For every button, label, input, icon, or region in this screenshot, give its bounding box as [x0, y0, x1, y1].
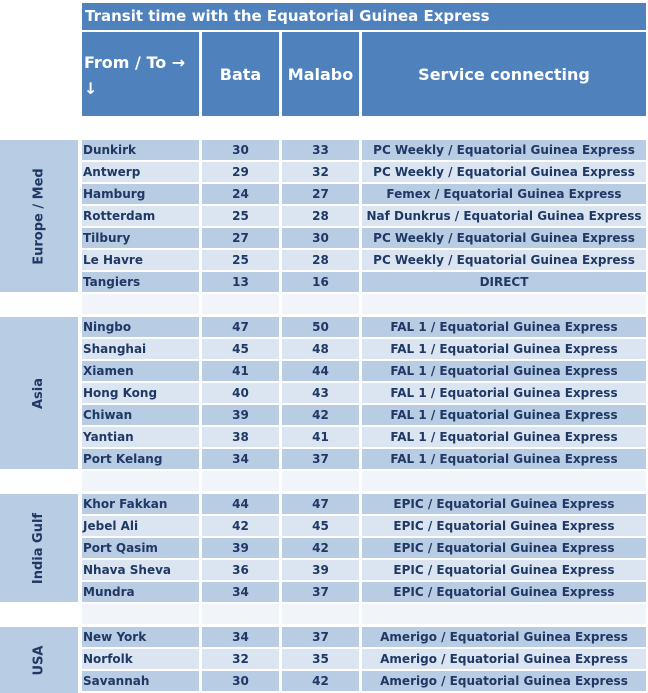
port-name: Hong Kong	[82, 383, 199, 403]
region-label	[0, 140, 78, 292]
port-name: Port Kelang	[82, 449, 199, 469]
bata-days: 41	[202, 361, 279, 381]
spacer-cell	[362, 294, 646, 314]
port-name: Tilbury	[82, 228, 199, 248]
port-name: Jebel Ali	[82, 516, 199, 536]
port-name: Xiamen	[82, 361, 199, 381]
table-row	[82, 162, 646, 182]
malabo-days: 35	[282, 649, 359, 669]
header-malabo: Malabo	[282, 32, 359, 116]
bata-days: 30	[202, 140, 279, 160]
service-name: Amerigo / Equatorial Guinea Express	[362, 627, 646, 647]
port-name: Yantian	[82, 427, 199, 447]
service-name: PC Weekly / Equatorial Guinea Express	[362, 250, 646, 270]
service-name: FAL 1 / Equatorial Guinea Express	[362, 427, 646, 447]
bata-days: 29	[202, 162, 279, 182]
malabo-days: 28	[282, 250, 359, 270]
region-label	[0, 627, 78, 693]
spacer-cell	[362, 471, 646, 491]
table-row	[82, 184, 646, 204]
service-name: EPIC / Equatorial Guinea Express	[362, 538, 646, 558]
malabo-days: 33	[282, 140, 359, 160]
spacer-row	[82, 471, 646, 491]
spacer-cell	[82, 604, 199, 624]
table-row	[82, 272, 646, 292]
bata-days: 44	[202, 494, 279, 514]
service-name: EPIC / Equatorial Guinea Express	[362, 560, 646, 580]
service-name: PC Weekly / Equatorial Guinea Express	[362, 228, 646, 248]
table-row	[82, 339, 646, 359]
table-row	[82, 649, 646, 669]
header-from-to: From / To → ↓	[82, 32, 199, 116]
port-name: Norfolk	[82, 649, 199, 669]
table-row	[82, 317, 646, 337]
malabo-days: 30	[282, 228, 359, 248]
port-name: Port Qasim	[82, 538, 199, 558]
malabo-days: 42	[282, 671, 359, 691]
table-row	[82, 627, 646, 647]
service-name: DIRECT	[362, 272, 646, 292]
bata-days: 47	[202, 317, 279, 337]
service-name: Naf Dunkrus / Equatorial Guinea Express	[362, 206, 646, 226]
bata-days: 24	[202, 184, 279, 204]
service-name: Amerigo / Equatorial Guinea Express	[362, 649, 646, 669]
table-row	[82, 538, 646, 558]
bata-days: 39	[202, 405, 279, 425]
table-row	[82, 140, 646, 160]
spacer-cell	[202, 604, 279, 624]
bata-days: 36	[202, 560, 279, 580]
table-row	[82, 361, 646, 381]
bata-days: 25	[202, 250, 279, 270]
spacer-row	[82, 294, 646, 314]
malabo-days: 32	[282, 162, 359, 182]
region-label	[0, 317, 78, 469]
service-name: PC Weekly / Equatorial Guinea Express	[362, 162, 646, 182]
port-name: Dunkirk	[82, 140, 199, 160]
port-name: Nhava Sheva	[82, 560, 199, 580]
service-name: FAL 1 / Equatorial Guinea Express	[362, 383, 646, 403]
port-name: Mundra	[82, 582, 199, 602]
malabo-days: 50	[282, 317, 359, 337]
spacer-cell	[282, 294, 359, 314]
spacer-row	[82, 604, 646, 624]
port-name: Ningbo	[82, 317, 199, 337]
bata-days: 34	[202, 449, 279, 469]
malabo-days: 45	[282, 516, 359, 536]
malabo-days: 37	[282, 582, 359, 602]
region-label-text: Europe / Med	[31, 167, 47, 265]
bata-days: 32	[202, 649, 279, 669]
table-row	[82, 206, 646, 226]
spacer-cell	[202, 471, 279, 491]
bata-days: 34	[202, 582, 279, 602]
region-label-text: Asia	[31, 377, 47, 409]
table-row	[82, 228, 646, 248]
port-name: Hamburg	[82, 184, 199, 204]
service-name: Amerigo / Equatorial Guinea Express	[362, 671, 646, 691]
service-name: FAL 1 / Equatorial Guinea Express	[362, 405, 646, 425]
malabo-days: 43	[282, 383, 359, 403]
port-name: Chiwan	[82, 405, 199, 425]
malabo-days: 41	[282, 427, 359, 447]
bata-days: 27	[202, 228, 279, 248]
bata-days: 13	[202, 272, 279, 292]
table-row	[82, 383, 646, 403]
malabo-days: 27	[282, 184, 359, 204]
table-row	[82, 516, 646, 536]
service-name: EPIC / Equatorial Guinea Express	[362, 494, 646, 514]
port-name: Rotterdam	[82, 206, 199, 226]
service-name: EPIC / Equatorial Guinea Express	[362, 582, 646, 602]
spacer-cell	[82, 294, 199, 314]
table-row	[82, 560, 646, 580]
port-name: Le Havre	[82, 250, 199, 270]
table-row	[82, 449, 646, 469]
port-name: Savannah	[82, 671, 199, 691]
service-name: FAL 1 / Equatorial Guinea Express	[362, 449, 646, 469]
region-label-text: USA	[31, 645, 47, 675]
service-name: FAL 1 / Equatorial Guinea Express	[362, 339, 646, 359]
port-name: New York	[82, 627, 199, 647]
malabo-days: 37	[282, 449, 359, 469]
malabo-days: 42	[282, 405, 359, 425]
region-label-text: India Gulf	[31, 512, 47, 584]
port-name: Shanghai	[82, 339, 199, 359]
malabo-days: 42	[282, 538, 359, 558]
bata-days: 34	[202, 627, 279, 647]
table-title: Transit time with the Equatorial Guinea Express	[82, 3, 646, 30]
region-label	[0, 494, 78, 602]
service-name: PC Weekly / Equatorial Guinea Express	[362, 140, 646, 160]
bata-days: 38	[202, 427, 279, 447]
table-row	[82, 250, 646, 270]
service-name: Femex / Equatorial Guinea Express	[362, 184, 646, 204]
bata-days: 39	[202, 538, 279, 558]
service-name: FAL 1 / Equatorial Guinea Express	[362, 317, 646, 337]
bata-days: 25	[202, 206, 279, 226]
header-bata: Bata	[202, 32, 279, 116]
bata-days: 42	[202, 516, 279, 536]
port-name: Khor Fakkan	[82, 494, 199, 514]
bata-days: 30	[202, 671, 279, 691]
bata-days: 40	[202, 383, 279, 403]
service-name: FAL 1 / Equatorial Guinea Express	[362, 361, 646, 381]
port-name: Antwerp	[82, 162, 199, 182]
spacer-cell	[362, 604, 646, 624]
spacer-cell	[282, 471, 359, 491]
spacer-cell	[82, 471, 199, 491]
table-row	[82, 671, 646, 691]
spacer-cell	[282, 604, 359, 624]
table-row	[82, 405, 646, 425]
spacer-cell	[202, 294, 279, 314]
port-name: Tangiers	[82, 272, 199, 292]
malabo-days: 47	[282, 494, 359, 514]
header-service: Service connecting	[362, 32, 646, 116]
service-name: EPIC / Equatorial Guinea Express	[362, 516, 646, 536]
table-row	[82, 582, 646, 602]
malabo-days: 48	[282, 339, 359, 359]
malabo-days: 44	[282, 361, 359, 381]
malabo-days: 39	[282, 560, 359, 580]
table-row	[82, 494, 646, 514]
bata-days: 45	[202, 339, 279, 359]
malabo-days: 37	[282, 627, 359, 647]
malabo-days: 28	[282, 206, 359, 226]
table-row	[82, 427, 646, 447]
malabo-days: 16	[282, 272, 359, 292]
